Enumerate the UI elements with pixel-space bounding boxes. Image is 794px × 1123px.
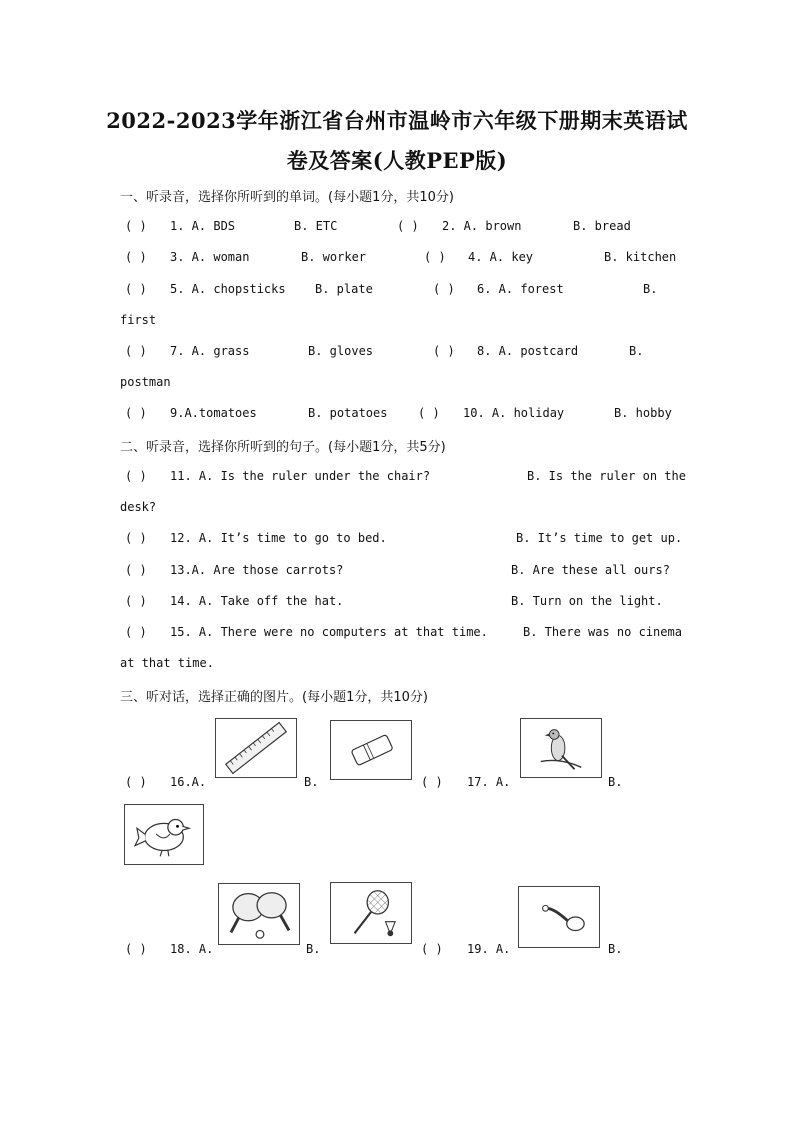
answer-paren: ( ) — [421, 775, 443, 789]
q16-option-b: B. — [304, 775, 319, 789]
q2-option-a: 2. A. brown — [442, 219, 522, 233]
q13-option-b: B. Are these all ours? — [511, 563, 670, 577]
q1-option-b: B. ETC — [294, 219, 338, 233]
q15-option-b: B. There was no cinema — [523, 625, 682, 639]
answer-paren: ( ) — [125, 625, 147, 639]
section3-heading: 三、听对话，选择正确的图片。(每小题1分，共10分) — [120, 690, 428, 705]
answer-paren: ( ) — [125, 282, 147, 296]
q5-option-b: B. plate — [315, 282, 373, 296]
section1-heading: 一、听录音，选择你所听到的单词。(每小题1分，共10分) — [120, 190, 454, 205]
q9-option-b: B. potatoes — [308, 406, 388, 420]
bird-on-branch-image — [520, 718, 602, 778]
q10-option-b: B. hobby — [614, 406, 672, 420]
q17-label: 17. A. — [467, 775, 511, 789]
answer-paren: ( ) — [125, 594, 147, 608]
answer-paren: ( ) — [421, 942, 443, 956]
q19-label: 19. A. — [467, 942, 511, 956]
q12-option-a: 12. A. It’s time to go to bed. — [170, 531, 387, 545]
answer-paren: ( ) — [433, 344, 455, 358]
q11-option-b: B. Is the ruler on the — [527, 469, 686, 483]
q6-option-a: 6. A. forest — [477, 282, 564, 296]
answer-paren: ( ) — [125, 344, 147, 358]
section2-heading: 二、听录音，选择你所听到的句子。(每小题1分，共5分) — [120, 440, 446, 455]
answer-paren: ( ) — [125, 219, 147, 233]
eraser-image — [330, 720, 412, 780]
answer-paren: ( ) — [418, 406, 440, 420]
q14-option-a: 14. A. Take off the hat. — [170, 594, 344, 608]
answer-paren: ( ) — [424, 250, 446, 264]
answer-paren: ( ) — [433, 282, 455, 296]
answer-paren: ( ) — [125, 563, 147, 577]
cartoon-bird-image — [124, 804, 204, 865]
q14-option-b: B. Turn on the light. — [511, 594, 663, 608]
q4-option-a: 4. A. key — [468, 250, 534, 264]
q11-option-a: 11. A. Is the ruler under the chair? — [170, 469, 431, 483]
q8-option-b: B. — [629, 344, 644, 358]
q6-option-b: B. — [643, 282, 658, 296]
q8-option-a: 8. A. postcard — [477, 344, 579, 358]
q4-option-b: B. kitchen — [604, 250, 677, 264]
q3-option-a: 3. A. woman — [170, 250, 250, 264]
q19-option-b: B. — [608, 942, 623, 956]
q10-option-a: 10. A. holiday — [463, 406, 565, 420]
q18-option-b: B. — [306, 942, 321, 956]
q3-option-b: B. worker — [301, 250, 367, 264]
ping-pong-image — [218, 883, 300, 945]
q16-label: 16.A. — [170, 775, 207, 789]
badminton-image — [330, 882, 412, 944]
q15-option-a: 15. A. There were no computers at that time. — [170, 625, 488, 639]
q12-option-b: B. It’s time to get up. — [516, 531, 683, 545]
answer-paren: ( ) — [125, 250, 147, 264]
q8-option-b-cont: postman — [120, 375, 171, 389]
q2-option-b: B. bread — [573, 219, 631, 233]
answer-paren: ( ) — [397, 219, 419, 233]
q17-option-b: B. — [608, 775, 623, 789]
q1-option-a: 1. A. BDS — [170, 219, 236, 233]
answer-paren: ( ) — [125, 531, 147, 545]
document-title-line2: 卷及答案(人教PEP版) — [286, 148, 508, 173]
q15-option-b-cont: at that time. — [120, 656, 214, 670]
ruler-image — [215, 718, 297, 778]
q6-option-b-cont: first — [120, 313, 157, 327]
q11-option-b-cont: desk? — [120, 500, 157, 514]
q13-option-a: 13.A. Are those carrots? — [170, 563, 344, 577]
q9-option-a: 9.A.tomatoes — [170, 406, 257, 420]
q18-label: 18. A. — [170, 942, 214, 956]
answer-paren: ( ) — [125, 775, 147, 789]
answer-paren: ( ) — [125, 942, 147, 956]
answer-paren: ( ) — [125, 469, 147, 483]
q7-option-a: 7. A. grass — [170, 344, 250, 358]
q7-option-b: B. gloves — [308, 344, 374, 358]
q5-option-a: 5. A. chopsticks — [170, 282, 286, 296]
document-title-line1: 2022-2023学年浙江省台州市温岭市六年级下册期末英语试 — [106, 108, 688, 133]
spoon-image — [518, 886, 600, 948]
answer-paren: ( ) — [125, 406, 147, 420]
